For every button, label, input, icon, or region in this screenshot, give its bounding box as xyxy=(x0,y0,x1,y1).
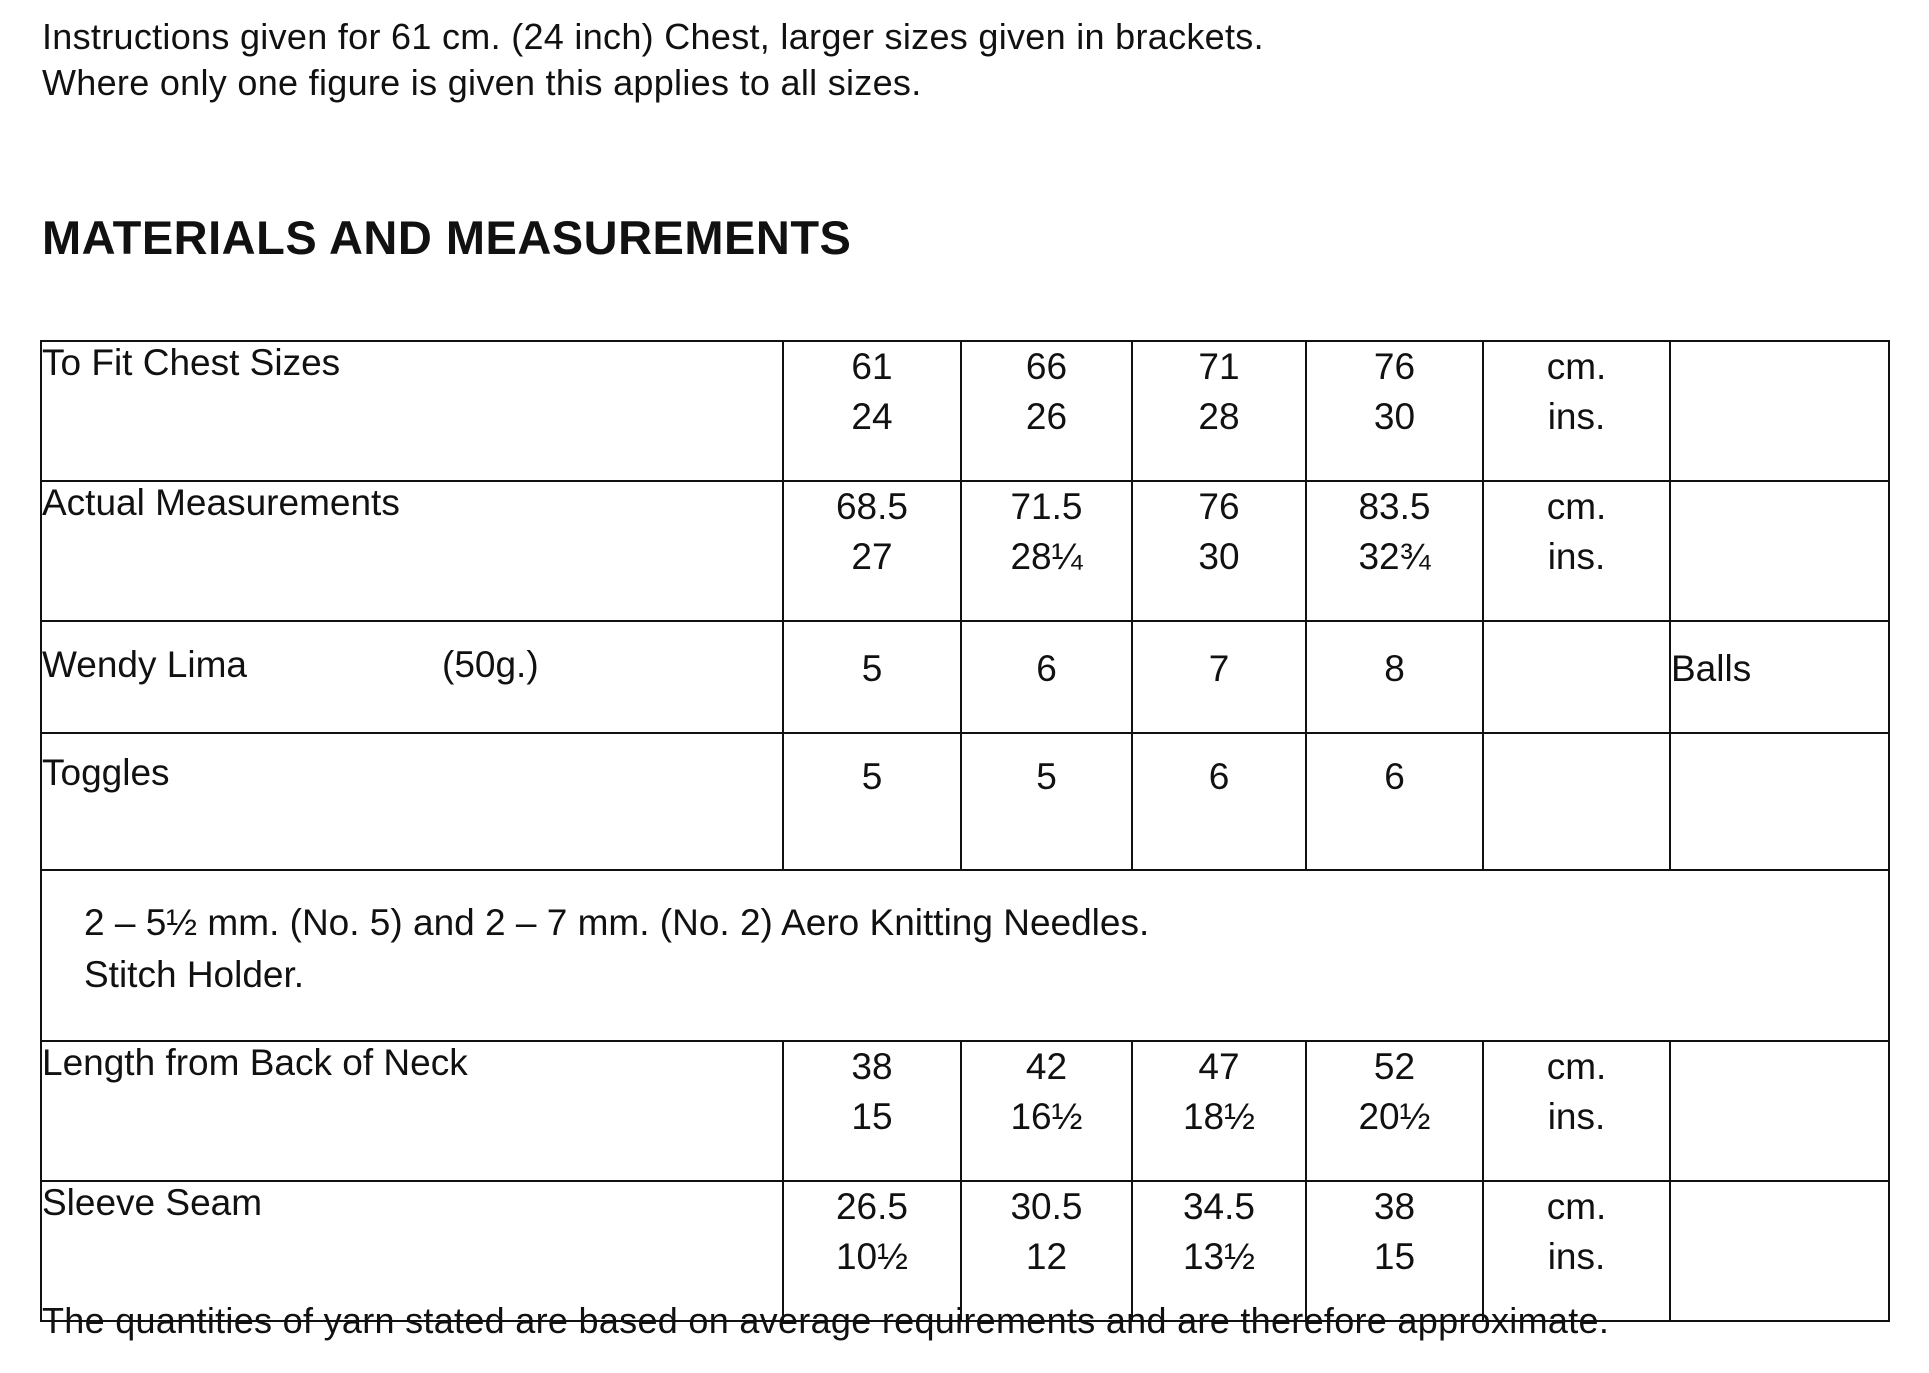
needles-cell xyxy=(41,870,1889,1041)
size-cell: 61 24 xyxy=(783,341,961,481)
table-row-needles xyxy=(41,870,1889,1041)
size-cell: 6 xyxy=(1132,733,1306,870)
size-cell: 66 26 xyxy=(961,341,1132,481)
extra-cell xyxy=(1670,341,1889,481)
size-cell: 76 30 xyxy=(1306,341,1483,481)
table-row-toggles xyxy=(41,733,1889,870)
extra-cell xyxy=(1670,481,1889,621)
table-row-yarn xyxy=(41,621,1889,733)
size-cell: 47 18½ xyxy=(1132,1041,1306,1181)
yarn-weight: (50g.) xyxy=(442,644,539,685)
size-cell: 83.5 32¾ xyxy=(1306,481,1483,621)
row-label: Toggles xyxy=(41,733,783,870)
needles-line-1: 2 – 5½ mm. (No. 5) and 2 – 7 mm. (No. 2) Aero Knitting Needles. xyxy=(84,902,1150,943)
size-cell: 52 20½ xyxy=(1306,1041,1483,1181)
table-row-chest-sizes xyxy=(41,341,1889,481)
size-cell: 5 xyxy=(783,733,961,870)
size-cell: 76 30 xyxy=(1132,481,1306,621)
size-cell: 71 28 xyxy=(1132,341,1306,481)
row-label xyxy=(41,621,783,733)
size-cell: 42 16½ xyxy=(961,1041,1132,1181)
intro-text xyxy=(42,14,1264,106)
table-row-actual-measurements xyxy=(41,481,1889,621)
row-label: Length from Back of Neck xyxy=(41,1041,783,1181)
materials-table xyxy=(40,340,1890,1322)
yarn-name: Wendy Lima xyxy=(42,644,247,685)
row-label: Sleeve Seam xyxy=(41,1181,783,1321)
extra-cell: Balls xyxy=(1670,621,1889,733)
row-label: To Fit Chest Sizes xyxy=(41,341,783,481)
extra-cell xyxy=(1670,733,1889,870)
size-cell: 71.5 28¼ xyxy=(961,481,1132,621)
section-heading: MATERIALS AND MEASUREMENTS xyxy=(42,211,852,264)
unit-cell xyxy=(1483,733,1670,870)
size-cell: 7 xyxy=(1132,621,1306,733)
extra-cell xyxy=(1670,1041,1889,1181)
footer-note: The quantities of yarn stated are based on average requirements and are therefore approximate. xyxy=(42,1300,1610,1341)
size-cell: 68.5 27 xyxy=(783,481,961,621)
size-cell: 8 xyxy=(1306,621,1483,733)
unit-cell xyxy=(1483,621,1670,733)
unit-cell: cm. ins. xyxy=(1483,481,1670,621)
size-cell: 38 15 xyxy=(1306,1181,1483,1321)
row-label: Actual Measurements xyxy=(41,481,783,621)
unit-cell: cm. ins. xyxy=(1483,341,1670,481)
table-row-length xyxy=(41,1041,1889,1181)
unit-cell: cm. ins. xyxy=(1483,1181,1670,1321)
intro-line-1: Instructions given for 61 cm. (24 inch) Chest, larger sizes given in brackets. xyxy=(42,16,1264,57)
size-cell: 26.5 10½ xyxy=(783,1181,961,1321)
needles-line-2: Stitch Holder. xyxy=(84,954,305,995)
size-cell: 38 15 xyxy=(783,1041,961,1181)
size-cell: 5 xyxy=(961,733,1132,870)
unit-cell: cm. ins. xyxy=(1483,1041,1670,1181)
size-cell: 6 xyxy=(1306,733,1483,870)
size-cell: 30.5 12 xyxy=(961,1181,1132,1321)
intro-line-2: Where only one figure is given this applies to all sizes. xyxy=(42,62,922,103)
size-cell: 6 xyxy=(961,621,1132,733)
size-cell: 5 xyxy=(783,621,961,733)
size-cell: 34.5 13½ xyxy=(1132,1181,1306,1321)
extra-cell xyxy=(1670,1181,1889,1321)
